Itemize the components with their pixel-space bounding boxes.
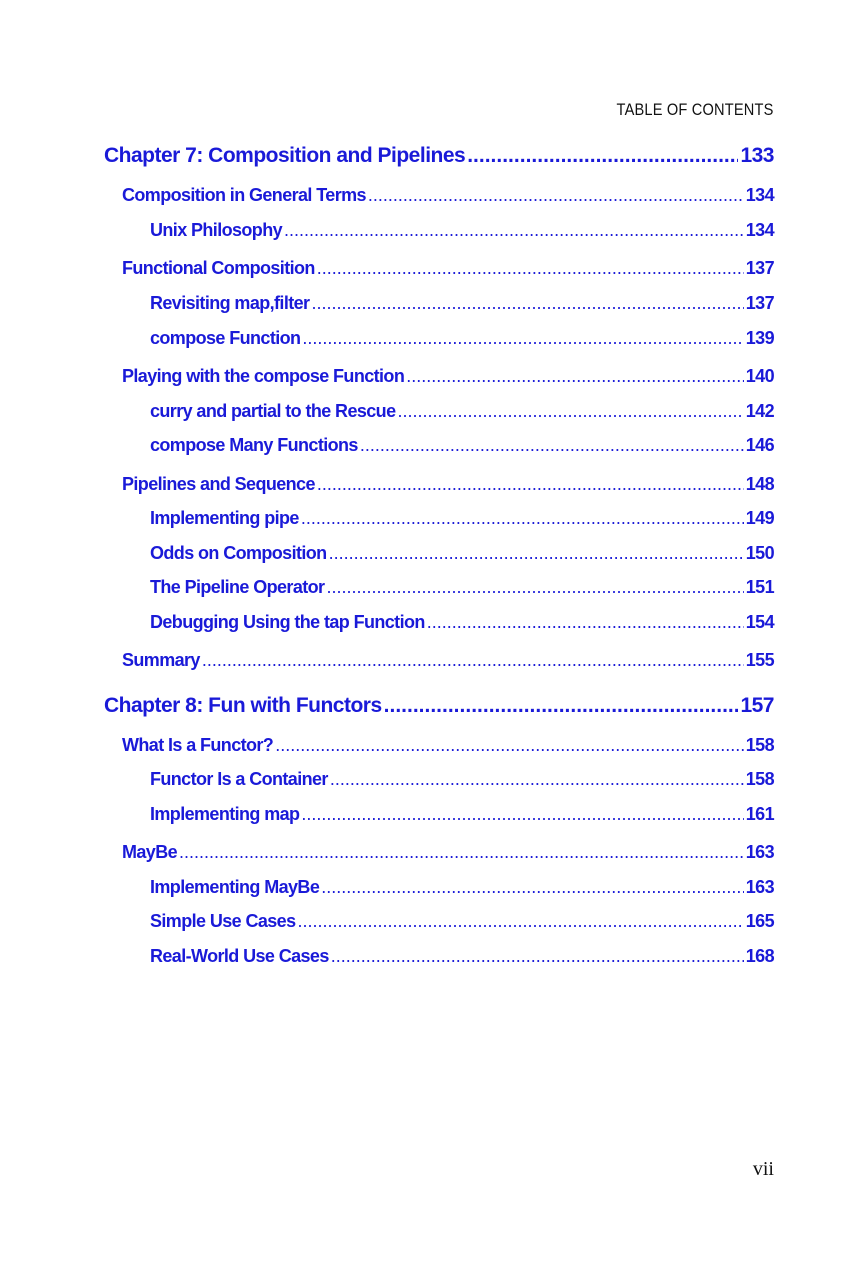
toc-entry-page: 137 bbox=[745, 258, 774, 278]
toc-entry[interactable] bbox=[122, 650, 774, 671]
toc-entry-page: 163 bbox=[745, 877, 774, 897]
toc-entry-page: 151 bbox=[745, 577, 774, 597]
dot-leader bbox=[284, 220, 744, 241]
toc-entry-page: 148 bbox=[745, 474, 774, 494]
toc-entry[interactable] bbox=[150, 769, 774, 790]
toc-entry-title: Summary bbox=[122, 650, 200, 670]
toc-entry-title: What Is a Functor? bbox=[122, 735, 274, 755]
toc-entry-page: 150 bbox=[745, 543, 774, 563]
dot-leader bbox=[179, 842, 744, 863]
dot-leader bbox=[317, 474, 744, 495]
dot-leader bbox=[397, 401, 743, 422]
toc-entry-title: Real-World Use Cases bbox=[150, 946, 329, 966]
toc-entry-title: Playing with the compose Function bbox=[122, 366, 405, 386]
toc-entry[interactable] bbox=[150, 435, 774, 456]
toc-entry[interactable] bbox=[122, 842, 774, 863]
dot-leader bbox=[329, 543, 744, 564]
dot-leader bbox=[427, 612, 744, 633]
dot-leader bbox=[384, 694, 739, 718]
toc-entry-page: 134 bbox=[745, 185, 774, 205]
toc-entry-title: Unix Philosophy bbox=[150, 220, 283, 240]
toc-entry[interactable] bbox=[150, 877, 774, 898]
toc-entry[interactable] bbox=[150, 220, 774, 241]
toc-entry-title: Functor Is a Container bbox=[150, 769, 328, 789]
toc-entry-title: Implementing map bbox=[150, 804, 300, 824]
page-number: vii bbox=[752, 1158, 774, 1180]
toc-entry-title: Simple Use Cases bbox=[150, 911, 296, 931]
toc-entry-page: 161 bbox=[745, 804, 774, 824]
toc-entry-title: Revisiting map,filter bbox=[150, 293, 310, 313]
dot-leader bbox=[467, 144, 738, 168]
toc-entry[interactable] bbox=[150, 804, 774, 825]
toc-entry-title: Composition in General Terms bbox=[122, 185, 366, 205]
dot-leader bbox=[317, 258, 744, 279]
toc-entry-title: compose Many Functions bbox=[150, 435, 358, 455]
toc-entry-chapter-7[interactable] bbox=[104, 144, 774, 168]
dot-leader bbox=[311, 293, 743, 314]
toc-entry-title: Debugging Using the tap Function bbox=[150, 612, 425, 632]
dot-leader bbox=[330, 769, 744, 790]
toc-entry[interactable] bbox=[150, 543, 774, 564]
dot-leader bbox=[331, 946, 744, 967]
dot-leader bbox=[326, 577, 743, 598]
toc-entry-page: 154 bbox=[745, 612, 774, 632]
toc-entry[interactable] bbox=[150, 911, 774, 932]
toc-entry-page: 149 bbox=[745, 508, 774, 528]
toc-entry-title: Chapter 7: Composition and Pipelines bbox=[104, 144, 466, 167]
toc-entry-title: compose Function bbox=[150, 328, 301, 348]
toc-entry-title: Odds on Composition bbox=[150, 543, 327, 563]
toc-entry[interactable] bbox=[150, 508, 774, 529]
toc-entry-title: Pipelines and Sequence bbox=[122, 474, 315, 494]
dot-leader bbox=[297, 911, 743, 932]
toc-entry[interactable] bbox=[150, 577, 774, 598]
dot-leader bbox=[301, 804, 743, 825]
toc-entry-title: MayBe bbox=[122, 842, 178, 862]
toc-entry[interactable] bbox=[122, 366, 774, 387]
toc-entry[interactable] bbox=[122, 258, 774, 279]
toc-entry[interactable] bbox=[122, 735, 774, 756]
toc-entry-title: curry and partial to the Rescue bbox=[150, 401, 396, 421]
toc-entry-page: 165 bbox=[745, 911, 774, 931]
dot-leader bbox=[321, 877, 744, 898]
toc-entry-page: 157 bbox=[740, 694, 774, 717]
toc-entry-page: 140 bbox=[745, 366, 774, 386]
dot-leader bbox=[301, 508, 744, 529]
dot-leader bbox=[406, 366, 744, 387]
toc-entry-page: 168 bbox=[745, 946, 774, 966]
toc-entry[interactable] bbox=[122, 474, 774, 495]
toc-entry-title: Implementing pipe bbox=[150, 508, 299, 528]
toc-entry-page: 163 bbox=[745, 842, 774, 862]
toc-entry-page: 134 bbox=[745, 220, 774, 240]
toc-entry[interactable] bbox=[150, 612, 774, 633]
toc-entry-page: 146 bbox=[745, 435, 774, 455]
toc-entry-page: 142 bbox=[745, 401, 774, 421]
toc-entry[interactable] bbox=[150, 401, 774, 422]
toc-entry[interactable] bbox=[122, 185, 774, 206]
toc-entry-title: Chapter 8: Fun with Functors bbox=[104, 694, 382, 717]
toc-entry[interactable] bbox=[150, 946, 774, 967]
toc-entry-title: Implementing MayBe bbox=[150, 877, 320, 897]
toc-entry-page: 139 bbox=[745, 328, 774, 348]
dot-leader bbox=[202, 650, 744, 671]
toc-entry-page: 133 bbox=[740, 144, 774, 167]
dot-leader bbox=[275, 735, 744, 756]
running-head: TABLE OF CONTENTS bbox=[616, 100, 774, 119]
toc-entry[interactable] bbox=[150, 328, 774, 349]
dot-leader bbox=[360, 435, 744, 456]
toc-entry-page: 155 bbox=[745, 650, 774, 670]
toc-entry-page: 137 bbox=[745, 293, 774, 313]
toc-entry-title: The Pipeline Operator bbox=[150, 577, 325, 597]
toc-entry-page: 158 bbox=[745, 769, 774, 789]
toc-entry-chapter-8[interactable] bbox=[104, 694, 774, 718]
toc-entry[interactable] bbox=[150, 293, 774, 314]
toc-entry-page: 158 bbox=[745, 735, 774, 755]
dot-leader bbox=[302, 328, 743, 349]
toc-entry-title: Functional Composition bbox=[122, 258, 315, 278]
dot-leader bbox=[368, 185, 744, 206]
